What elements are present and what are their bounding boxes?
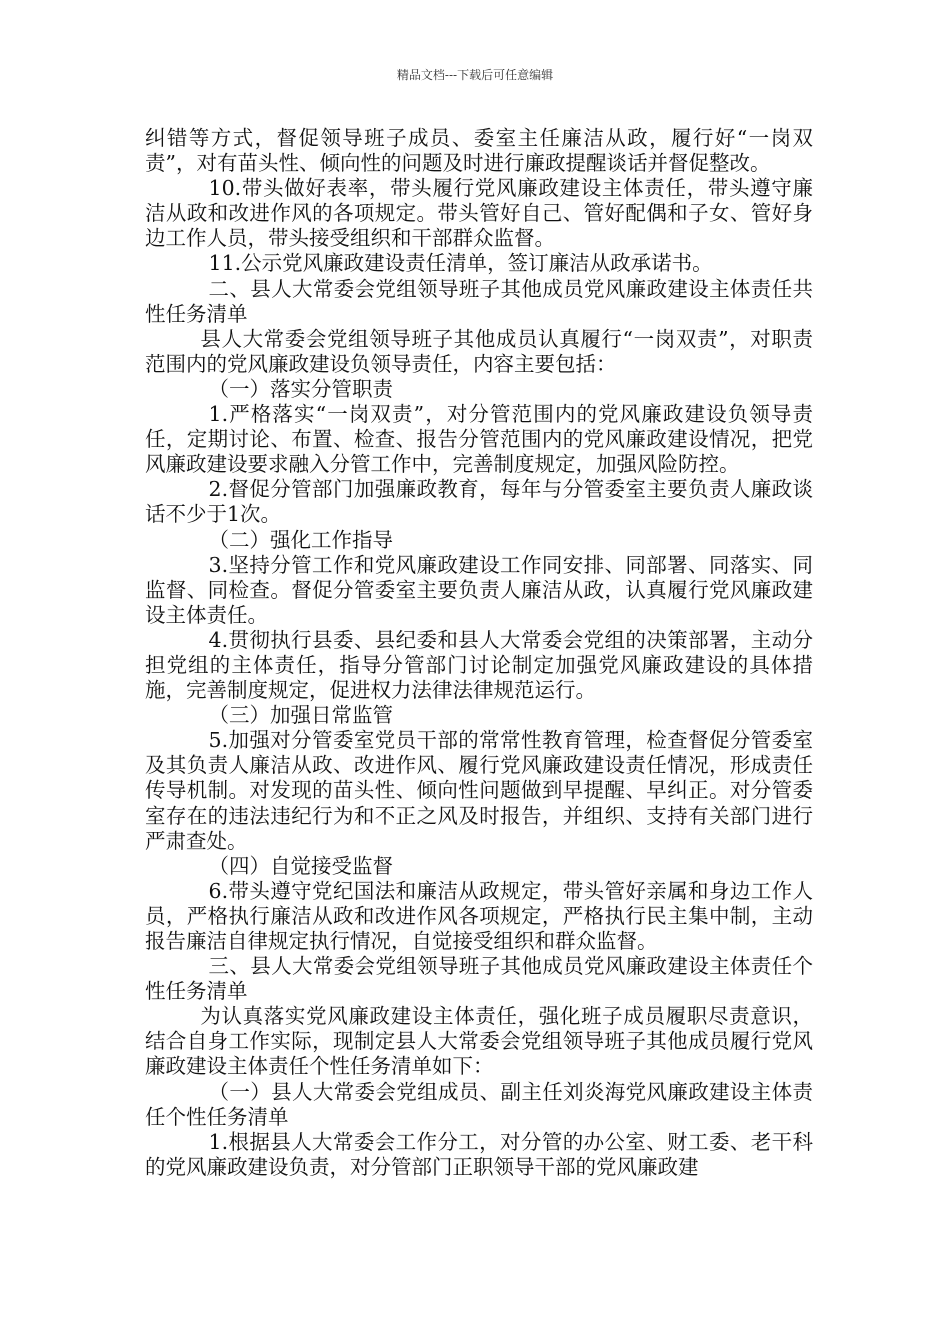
paragraph: 为认真落实党风廉政建设主体责任，强化班子成员履职尽责意识，结合自身工作实际，现制定县人大常委会党组领导班子其他成员履行党风廉政建设主体责任个性任务清单如下：: [145, 1004, 813, 1079]
paragraph: 3.坚持分管工作和党风廉政建设工作同安排、同部署、同落实、同监督、同检查。督促分管委室主要负责人廉洁从政，认真履行党风廉政建设主体责任。: [145, 552, 813, 627]
paragraph: 6.带头遵守党纪国法和廉洁从政规定，带头管好亲属和身边工作人员，严格执行廉洁从政和改进作风各项规定，严格执行民主集中制，主动报告廉洁自律规定执行情况，自觉接受组织和群众监督。: [145, 878, 813, 953]
section-heading: 二、县人大常委会党组领导班子其他成员党风廉政建设主体责任共性任务清单: [145, 276, 813, 326]
subsection-heading: （一）县人大常委会党组成员、副主任刘炎海党风廉政建设主体责任个性任务清单: [145, 1079, 813, 1129]
paragraph: 4.贯彻执行县委、县纪委和县人大常委会党组的决策部署，主动分担党组的主体责任，指导分管部门讨论制定加强党风廉政建设的具体措施，完善制度规定，促进权力法律法律规范运行。: [145, 627, 813, 703]
subsection-heading: （三）加强日常监管: [208, 703, 394, 728]
paragraph: 11.公示党风廉政建设责任清单，签订廉洁从政承诺书。: [208, 251, 713, 276]
paragraph: 2.督促分管部门加强廉政教育，每年与分管委室主要负责人廉政谈话不少于1次。: [145, 477, 813, 527]
page-header: 精品文档---下载后可任意编辑: [396, 68, 554, 82]
subsection-heading: （二）强化工作指导: [208, 527, 394, 552]
paragraph: 1.根据县人大常委会工作分工，对分管的办公室、财工委、老干科的党风廉政建设负责，对分管部门正职领导干部的党风廉政建: [145, 1129, 813, 1179]
paragraph: 10.带头做好表率，带头履行党风廉政建设主体责任，带头遵守廉洁从政和改进作风的各项规定。带头管好自己、管好配偶和子女、管好身边工作人员，带头接受组织和干部群众监督。: [145, 176, 813, 251]
paragraph: 5.加强对分管委室党员干部的常常性教育管理，检查督促分管委室及其负责人廉洁从政、改进作风、履行党风廉政建设责任情况，形成责任传导机制。对发现的苗头性、倾向性问题做到早提醒、早纠正。对分管委室存在的违法违纪行为和不正之风及时报告，并组织、支持有关部门进行严肃查处。: [145, 728, 813, 853]
paragraph: 1.严格落实“一岗双责”，对分管范围内的党风廉政建设负领导责任，定期讨论、布置、检查、报告分管范围内的党风廉政建设情况，把党风廉政建设要求融入分管工作中，完善制度规定，加强风险防控。: [145, 402, 813, 477]
document-body: [145, 126, 813, 1180]
section-heading: 三、县人大常委会党组领导班子其他成员党风廉政建设主体责任个性任务清单: [145, 954, 813, 1004]
subsection-heading: （四）自觉接受监督: [208, 853, 394, 878]
subsection-heading: （一）落实分管职责: [208, 376, 394, 401]
paragraph: 纠错等方式，督促领导班子成员、委室主任廉洁从政，履行好“一岗双责”，对有苗头性、倾向性的问题及时进行廉政提醒谈话并督促整改。: [145, 126, 813, 176]
paragraph: 县人大常委会党组领导班子其他成员认真履行“一岗双责”，对职责范围内的党风廉政建设负领导责任，内容主要包括：: [145, 326, 813, 376]
